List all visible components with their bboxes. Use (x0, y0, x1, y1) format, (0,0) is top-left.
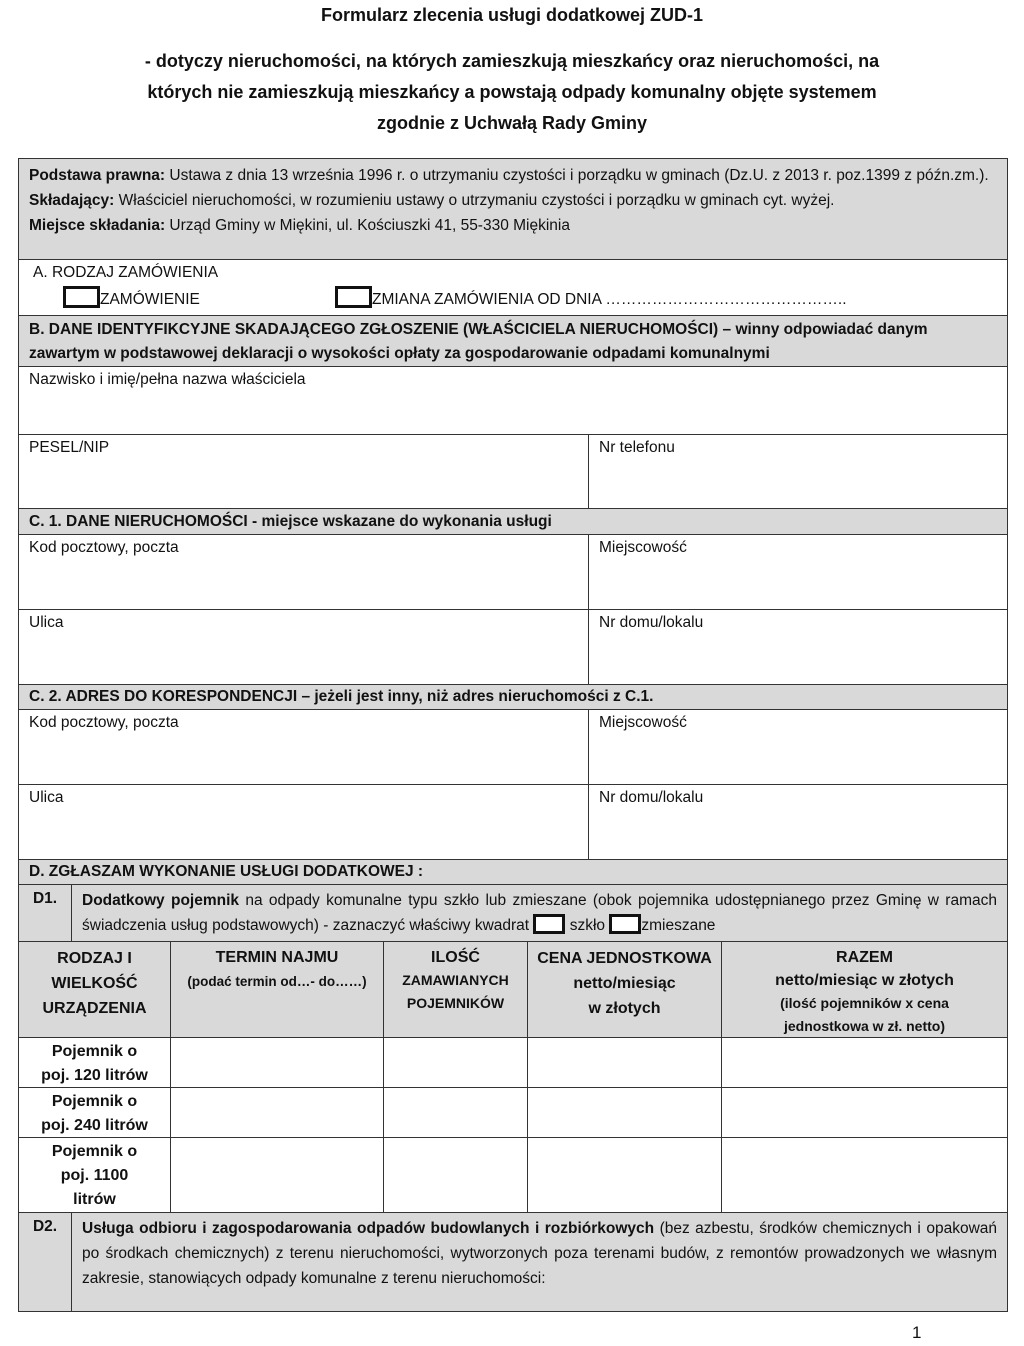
col-header-price-l2: netto/miesiąc (573, 975, 676, 992)
col-header-type (18, 941, 171, 1038)
col-header-type-l3: URZĄDZENIA (42, 1000, 147, 1017)
col-header-type-l1: RODZAJ I (57, 950, 132, 967)
row-1100-price-input[interactable] (527, 1137, 722, 1213)
c2-postal-field[interactable] (18, 709, 589, 785)
col-header-type-l2: WIELKOŚĆ (51, 975, 138, 992)
c2-house-field[interactable] (588, 784, 1008, 860)
legal-basis-label: Podstawa prawna: (29, 167, 166, 184)
d1-text: na odpady komunalne typu szkło lub zmieszane (obok pojemnika udostępnianego przez Gminę w ramach świadczenia usług podstawowych) - zaznaczyć właściwy kwadrat (82, 892, 997, 934)
c2-street-field[interactable] (18, 784, 589, 860)
row-240-l1: Pojemnik o (51, 1093, 138, 1110)
section-c1-heading: C. 1. DANE NIERUCHOMOŚCI - miejsce wskazane do wykonania usługi (18, 508, 1008, 535)
c1-postal-field[interactable] (18, 534, 589, 610)
row-120-total-input[interactable] (721, 1037, 1008, 1088)
subtitle-line-3: zgodnie z Uchwałą Rady Gminy (376, 113, 648, 133)
col-header-term-l1: TERMIN NAJMU (215, 949, 339, 966)
legal-basis-box (18, 158, 1008, 260)
glass-label: szkło (565, 917, 610, 934)
glass-checkbox[interactable] (533, 914, 565, 934)
col-header-price (527, 941, 722, 1038)
submitter (29, 188, 997, 213)
subtitle-line-1: - dotyczy nieruchomości, na których zamieszkują mieszkańcy oraz nieruchomości, na (144, 51, 880, 71)
phone-field[interactable] (588, 434, 1008, 509)
d1-bold: Dodatkowy pojemnik (82, 892, 240, 909)
row-240-qty-input[interactable] (383, 1087, 528, 1138)
legal-basis (29, 163, 997, 188)
col-header-total-l1: RAZEM (836, 949, 893, 966)
d1-description-cell (71, 884, 1008, 942)
d1-label: D1. (32, 890, 58, 907)
c2-city-field[interactable] (588, 709, 1008, 785)
pesel-label: PESEL/NIP (29, 439, 110, 456)
col-header-total-l3: (ilość pojemników x cena (780, 995, 949, 1011)
c2-street-label: Ulica (29, 789, 64, 806)
subtitle-line-2: których nie zamieszkują mieszkańcy a powstają odpady komunalny objęte systemem (147, 82, 877, 102)
row-1100-qty-input[interactable] (383, 1137, 528, 1213)
d2-label-cell (18, 1212, 72, 1312)
submitter-label: Składający: (29, 192, 115, 209)
d2-bold: Usługa odbioru i zagospodarowania odpadów budowlanych i rozbiórkowych (82, 1220, 655, 1237)
mixed-label: zmieszane (641, 917, 716, 934)
c1-house-field[interactable] (588, 609, 1008, 685)
row-120-term-input[interactable] (170, 1037, 384, 1088)
col-header-price-l1: CENA JEDNOSTKOWA (537, 950, 712, 967)
row-1100-total-input[interactable] (721, 1137, 1008, 1213)
row-120-qty-input[interactable] (383, 1037, 528, 1088)
order-option[interactable] (63, 286, 200, 309)
c1-postal-label: Kod pocztowy, poczta (29, 539, 179, 556)
d2-description-cell (71, 1212, 1008, 1312)
d2-label: D2. (32, 1218, 58, 1235)
section-d-heading: D. ZGŁASZAM WYKONANIE USŁUGI DODATKOWEJ : (18, 859, 1008, 885)
mixed-checkbox[interactable] (609, 914, 641, 934)
d2-text: (bez azbestu, środków chemicznych i opakowań po środkach chemicznych) z terenu nieruchomości, wytworzonych poza terenami budów, z remontów prowadzonych we własnym zakresie, stanowiących odpady komunalne z terenu nieruchomości: (82, 1220, 998, 1287)
section-a-heading: A. RODZAJ ZAMÓWIENIA (33, 264, 219, 281)
submission-place-text: Urząd Gminy w Miękini, ul. Kościuszki 41, 55-330 Miękinia (165, 217, 570, 234)
c1-street-label: Ulica (29, 614, 64, 631)
submitter-text: Właściciel nieruchomości, w rozumieniu ustawy o utrzymaniu czystości i porządku w gminach cyt. wyżej. (114, 192, 835, 209)
form-subtitle (0, 46, 1024, 139)
section-a (18, 259, 1008, 316)
change-order-label: ZMIANA ZAMÓWIENIA OD DNIA ……………………………………….. (372, 291, 847, 308)
col-header-term-l2: (podać termin od…- do……) (187, 974, 367, 989)
c2-house-label: Nr domu/lokalu (599, 789, 704, 806)
submission-place-label: Miejsce składania: (29, 217, 166, 234)
c2-city-label: Miejscowość (599, 714, 687, 731)
col-header-qty-l1: ILOŚĆ (431, 949, 480, 966)
change-order-checkbox[interactable] (335, 286, 372, 308)
change-order-option[interactable] (335, 286, 847, 309)
order-option-label: ZAMÓWIENIE (100, 291, 200, 308)
row-1100-l2: poj. 1100 (60, 1167, 129, 1184)
submission-place (29, 213, 997, 238)
owner-name-field[interactable] (18, 366, 1008, 435)
form-title: Formularz zlecenia usługi dodatkowej ZUD-1 (320, 5, 704, 25)
col-header-qty (383, 941, 528, 1038)
row-240-price-input[interactable] (527, 1087, 722, 1138)
row-1100-l1: Pojemnik o (51, 1143, 138, 1160)
owner-name-label: Nazwisko i imię/pełna nazwa właściciela (29, 371, 306, 388)
d1-label-cell (18, 884, 72, 942)
row-240-total-input[interactable] (721, 1087, 1008, 1138)
col-header-term (170, 941, 384, 1038)
c1-city-label: Miejscowość (599, 539, 687, 556)
row-120-l1: Pojemnik o (51, 1043, 138, 1060)
row-1100-label (18, 1137, 171, 1213)
phone-label: Nr telefonu (599, 439, 675, 456)
row-240-l2: poj. 240 litrów (41, 1117, 148, 1134)
pesel-field[interactable] (18, 434, 589, 509)
col-header-total-l2: netto/miesiąc w złotych (775, 972, 954, 989)
c2-postal-label: Kod pocztowy, poczta (29, 714, 179, 731)
row-1100-l3: litrów (73, 1191, 116, 1208)
row-120-price-input[interactable] (527, 1037, 722, 1088)
order-checkbox[interactable] (63, 286, 100, 308)
row-240-label (18, 1087, 171, 1138)
c1-street-field[interactable] (18, 609, 589, 685)
row-1100-term-input[interactable] (170, 1137, 384, 1213)
row-120-label (18, 1037, 171, 1088)
col-header-qty-l3: POJEMNIKÓW (406, 995, 505, 1011)
page-number: 1 (912, 1323, 922, 1342)
row-240-term-input[interactable] (170, 1087, 384, 1138)
col-header-total-l4: jednostkowa w zł. netto) (783, 1018, 945, 1034)
c1-city-field[interactable] (588, 534, 1008, 610)
col-header-price-l3: w złotych (588, 1000, 661, 1017)
legal-basis-text: Ustawa z dnia 13 września 1996 r. o utrzymaniu czystości i porządku w gminach (Dz.U. z 2013 r. poz.1399 z późn.zm.). (165, 167, 989, 184)
col-header-total (721, 941, 1008, 1038)
section-b-heading: B. DANE IDENTYFIKCYJNE SKADAJĄCEGO ZGŁOSZENIE (WŁAŚCICIELA NIERUCHOMOŚCI) – winny odpowiadać danym zawartym w podstawowej deklaracji o wysokości opłaty za gospodarowanie odpadami komunalnymi (18, 315, 1008, 367)
c1-house-label: Nr domu/lokalu (599, 614, 704, 631)
col-header-qty-l2: ZAMAWIANYCH (402, 972, 509, 988)
row-120-l2: poj. 120 litrów (41, 1067, 148, 1084)
section-c2-heading: C. 2. ADRES DO KORESPONDENCJI – jeżeli jest inny, niż adres nieruchomości z C.1. (18, 684, 1008, 710)
